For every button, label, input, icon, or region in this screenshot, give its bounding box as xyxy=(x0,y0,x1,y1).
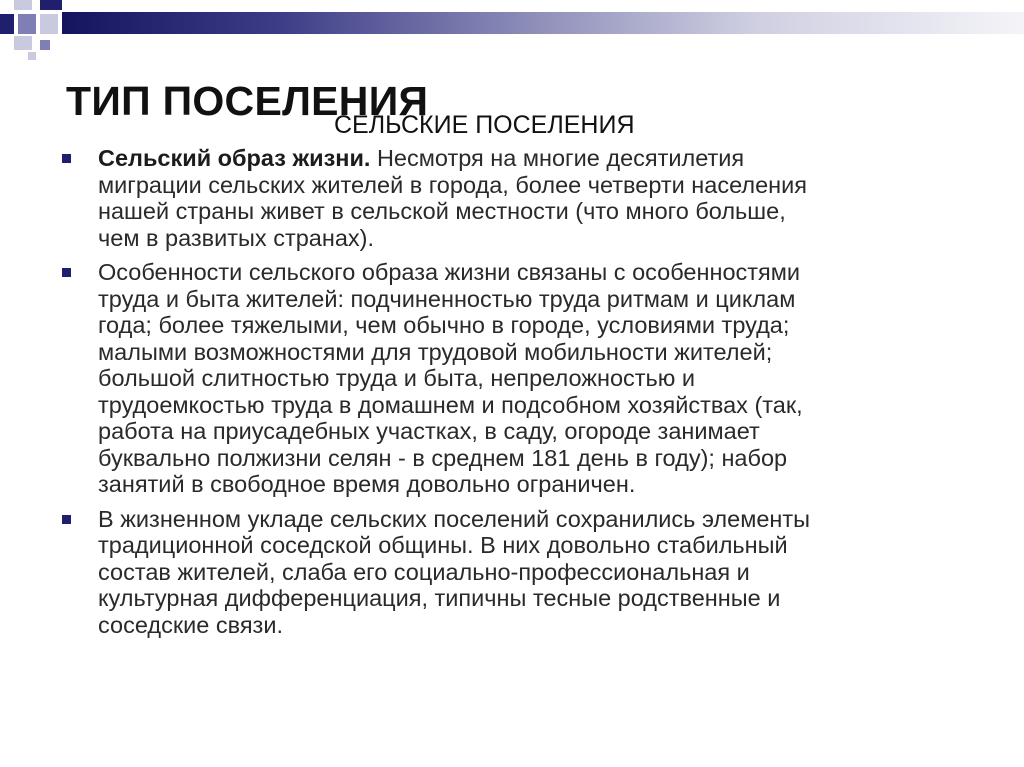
bullet-line: года; более тяжелыми, чем обычно в городе, условиями труда; xyxy=(98,312,790,338)
bullet-lead: Сельский образ жизни. xyxy=(98,145,371,171)
bullet-line: миграции сельских жителей в города, более четверти населения xyxy=(98,171,807,198)
bullet-line: малыми возможностями для трудовой мобильности жителей; xyxy=(98,338,773,365)
bullet-line: нашей страны живет в сельской местности (что много больше, xyxy=(98,198,786,224)
bullet-line: чем в развитых странах). xyxy=(98,224,375,251)
square-bullet-icon xyxy=(62,515,71,524)
bullet-line: буквально полжизни селян - в среднем 181 день в году); набор xyxy=(98,444,788,471)
bullet-list xyxy=(60,145,990,646)
decorative-square xyxy=(40,40,50,50)
header-gradient-bar xyxy=(62,12,1024,34)
bullet-item xyxy=(60,506,990,639)
slide-subtitle: СЕЛЬСКИЕ ПОСЕЛЕНИЯ xyxy=(334,111,635,139)
decorative-square xyxy=(28,52,36,60)
bullet-line: работа на приусадебных участках, в саду, огороде занимает xyxy=(98,418,760,444)
square-bullet-icon xyxy=(62,268,71,277)
bullet-line: занятий в свободное время довольно ограничен. xyxy=(98,471,636,497)
bullet-line: большой слитностью труда и быта, непреложностью и xyxy=(98,365,696,391)
square-bullet-icon xyxy=(62,154,71,163)
decorative-square xyxy=(0,14,14,34)
bullet-line: Особенности сельского образа жизни связаны с особенностями xyxy=(98,259,801,285)
bullet-line xyxy=(98,145,990,172)
bullet-line: труда и быта жителей: подчиненностью труда ритмам и циклам xyxy=(98,285,796,312)
bullet-line: состав жителей, слаба его социально-профессиональная и xyxy=(98,558,750,585)
decorative-square xyxy=(40,14,58,34)
bullet-item xyxy=(60,145,990,251)
bullet-text: Несмотря на многие десятилетия xyxy=(376,145,745,171)
bullet-line: соседские связи. xyxy=(98,611,283,638)
bullet-line: традиционной соседской общины. В них довольно стабильный xyxy=(98,532,788,558)
bullet-line: культурная дифференциация, типичны тесные родственные и xyxy=(98,585,781,611)
bullet-line: трудоемкостью труда в домашнем и подсобном хозяйствах (так, xyxy=(98,391,803,418)
decorative-square xyxy=(18,14,36,34)
bullet-line: В жизненном укладе сельских поселений сохранились элементы xyxy=(98,505,811,532)
decorative-square xyxy=(40,0,62,10)
slide-title: ТИП ПОСЕЛЕНИЯ xyxy=(66,78,429,124)
decorative-square xyxy=(14,36,32,50)
decorative-square xyxy=(14,0,32,10)
bullet-item xyxy=(60,259,990,498)
